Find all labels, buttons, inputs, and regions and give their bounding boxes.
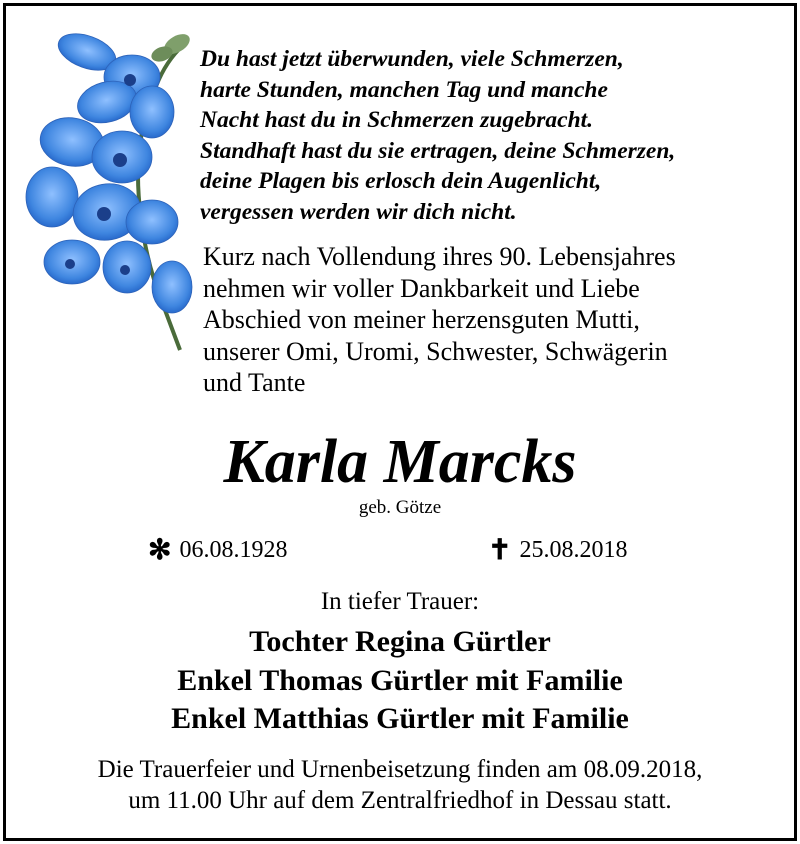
- service-info: [0, 754, 800, 816]
- service-line: um 11.00 Uhr auf dem Zentralfriedhof in Dessau statt.: [128, 787, 672, 814]
- service-line: Die Trauerfeier und Urnenbeisetzung finden am 08.09.2018,: [97, 756, 703, 783]
- mourner: Enkel Matthias Gürtler mit Familie: [171, 702, 629, 735]
- memorial-poem: [200, 44, 780, 227]
- poem-line: deine Plagen bis erlosch dein Augenlicht,: [200, 168, 602, 194]
- intro-text: [203, 241, 783, 399]
- poem-line: Nacht hast du in Schmerzen zugebracht.: [200, 107, 594, 133]
- birth-name: geb. Götze: [358, 497, 442, 518]
- birth-date: 06.08.1928: [179, 537, 288, 563]
- mourner: Tochter Regina Gürtler: [249, 625, 551, 658]
- death-cross-icon: ✝: [488, 535, 512, 566]
- birth-date-row: [148, 535, 287, 566]
- poem-line: harte Stunden, manchen Tag und manche: [200, 76, 608, 103]
- blue-orchid-icon: [12, 22, 202, 352]
- intro-line: und Tante: [203, 368, 306, 397]
- mourning-heading: In tiefer Trauer:: [320, 588, 480, 615]
- death-date-row: [488, 535, 627, 566]
- intro-line: Kurz nach Vollendung ihres 90. Lebensjahres: [203, 242, 676, 271]
- death-date: 25.08.2018: [519, 537, 628, 563]
- birth-star-icon: ✻: [148, 535, 172, 566]
- poem-line: Standhaft hast du sie ertragen, deine Schmerzen,: [200, 137, 676, 164]
- poem-line: Du hast jetzt überwunden, viele Schmerzen,: [200, 46, 624, 72]
- poem-line: vergessen werden wir dich nicht.: [200, 198, 517, 225]
- intro-line: Abschied von meiner herzensguten Mutti,: [203, 305, 640, 334]
- mourner: Enkel Thomas Gürtler mit Familie: [177, 663, 623, 697]
- intro-line: unserer Omi, Uromi, Schwester, Schwägerin: [203, 336, 668, 366]
- mourners-list: [0, 623, 800, 739]
- intro-line: nehmen wir voller Dankbarkeit und Liebe: [203, 273, 640, 303]
- deceased-name: Karla Marcks: [223, 428, 577, 496]
